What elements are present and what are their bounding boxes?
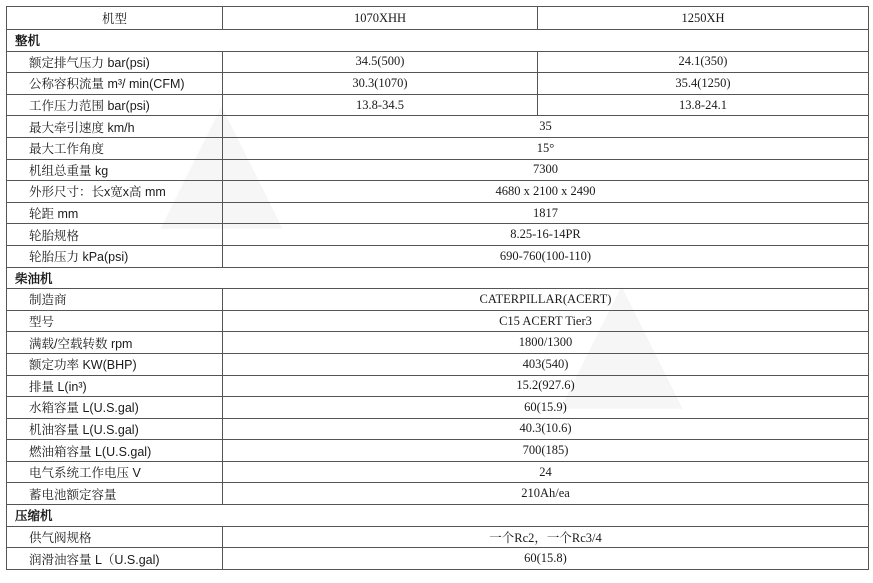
model-header-label: 机型 (7, 7, 223, 30)
spec-row (7, 94, 869, 116)
spec-value: 34.5(500) (223, 51, 538, 73)
spec-row (7, 224, 869, 246)
spec-value: 7300 (223, 159, 869, 181)
spec-value: 60(15.9) (223, 397, 869, 419)
spec-row (7, 397, 869, 419)
spec-row (7, 181, 869, 203)
spec-value: 一个Rc2，一个Rc3/4 (223, 526, 869, 548)
spec-row (7, 418, 869, 440)
spec-label: 外形尺寸：长x宽x高 mm (7, 181, 223, 203)
spec-value: C15 ACERT Tier3 (223, 310, 869, 332)
model-1250xh: 1250XH (538, 7, 869, 30)
spec-value: 60(15.8) (223, 548, 869, 570)
spec-value: 700(185) (223, 440, 869, 462)
spec-value: 35.4(1250) (538, 73, 869, 95)
section-row (7, 30, 869, 52)
spec-row (7, 548, 869, 570)
spec-label: 轮距 mm (7, 202, 223, 224)
section-title: 整机 (7, 30, 869, 52)
spec-row (7, 526, 869, 548)
spec-label: 机组总重量 kg (7, 159, 223, 181)
spec-row (7, 289, 869, 311)
spec-row (7, 483, 869, 505)
spec-label: 机油容量 L(U.S.gal) (7, 418, 223, 440)
section-row (7, 505, 869, 527)
spec-label: 供气阀规格 (7, 526, 223, 548)
spec-value: 4680 x 2100 x 2490 (223, 181, 869, 203)
spec-row (7, 310, 869, 332)
spec-value: CATERPILLAR(ACERT) (223, 289, 869, 311)
section-title: 压缩机 (7, 505, 869, 527)
spec-value: 24 (223, 461, 869, 483)
spec-value: 403(540) (223, 353, 869, 375)
spec-row (7, 461, 869, 483)
spec-label: 燃油箱容量 L(U.S.gal) (7, 440, 223, 462)
section-row (7, 267, 869, 289)
spec-row (7, 202, 869, 224)
spec-value: 30.3(1070) (223, 73, 538, 95)
spec-value: 210Ah/ea (223, 483, 869, 505)
spec-value: 8.25-16-14PR (223, 224, 869, 246)
spec-row (7, 375, 869, 397)
spec-table (6, 6, 869, 570)
spec-row (7, 245, 869, 267)
spec-row (7, 116, 869, 138)
spec-label: 蓄电池额定容量 (7, 483, 223, 505)
spec-label: 润滑油容量 L（U.S.gal) (7, 548, 223, 570)
spec-row (7, 159, 869, 181)
spec-value: 35 (223, 116, 869, 138)
spec-value: 15° (223, 137, 869, 159)
spec-table-body (7, 7, 869, 570)
spec-label: 型号 (7, 310, 223, 332)
spec-row (7, 353, 869, 375)
spec-label: 水箱容量 L(U.S.gal) (7, 397, 223, 419)
spec-row (7, 51, 869, 73)
spec-value: 13.8-34.5 (223, 94, 538, 116)
section-title: 柴油机 (7, 267, 869, 289)
spec-value: 24.1(350) (538, 51, 869, 73)
spec-label: 排量 L(in³) (7, 375, 223, 397)
spec-value: 690-760(100-110) (223, 245, 869, 267)
spec-label: 轮胎规格 (7, 224, 223, 246)
spec-row (7, 73, 869, 95)
spec-label: 额定排气压力 bar(psi) (7, 51, 223, 73)
model-1070xhh: 1070XHH (223, 7, 538, 30)
spec-label: 额定功率 KW(BHP) (7, 353, 223, 375)
spec-label: 最大工作角度 (7, 137, 223, 159)
header-row (7, 7, 869, 30)
spec-label: 制造商 (7, 289, 223, 311)
spec-label: 满载/空载转数 rpm (7, 332, 223, 354)
spec-value: 15.2(927.6) (223, 375, 869, 397)
spec-value: 1817 (223, 202, 869, 224)
spec-label: 轮胎压力 kPa(psi) (7, 245, 223, 267)
spec-row (7, 440, 869, 462)
spec-row (7, 332, 869, 354)
spec-label: 电气系统工作电压 V (7, 461, 223, 483)
spec-label: 公称容积流量 m³/ min(CFM) (7, 73, 223, 95)
spec-value: 40.3(10.6) (223, 418, 869, 440)
spec-label: 工作压力范围 bar(psi) (7, 94, 223, 116)
spec-label: 最大牵引速度 km/h (7, 116, 223, 138)
spec-value: 13.8-24.1 (538, 94, 869, 116)
spec-value: 1800/1300 (223, 332, 869, 354)
spec-row (7, 137, 869, 159)
